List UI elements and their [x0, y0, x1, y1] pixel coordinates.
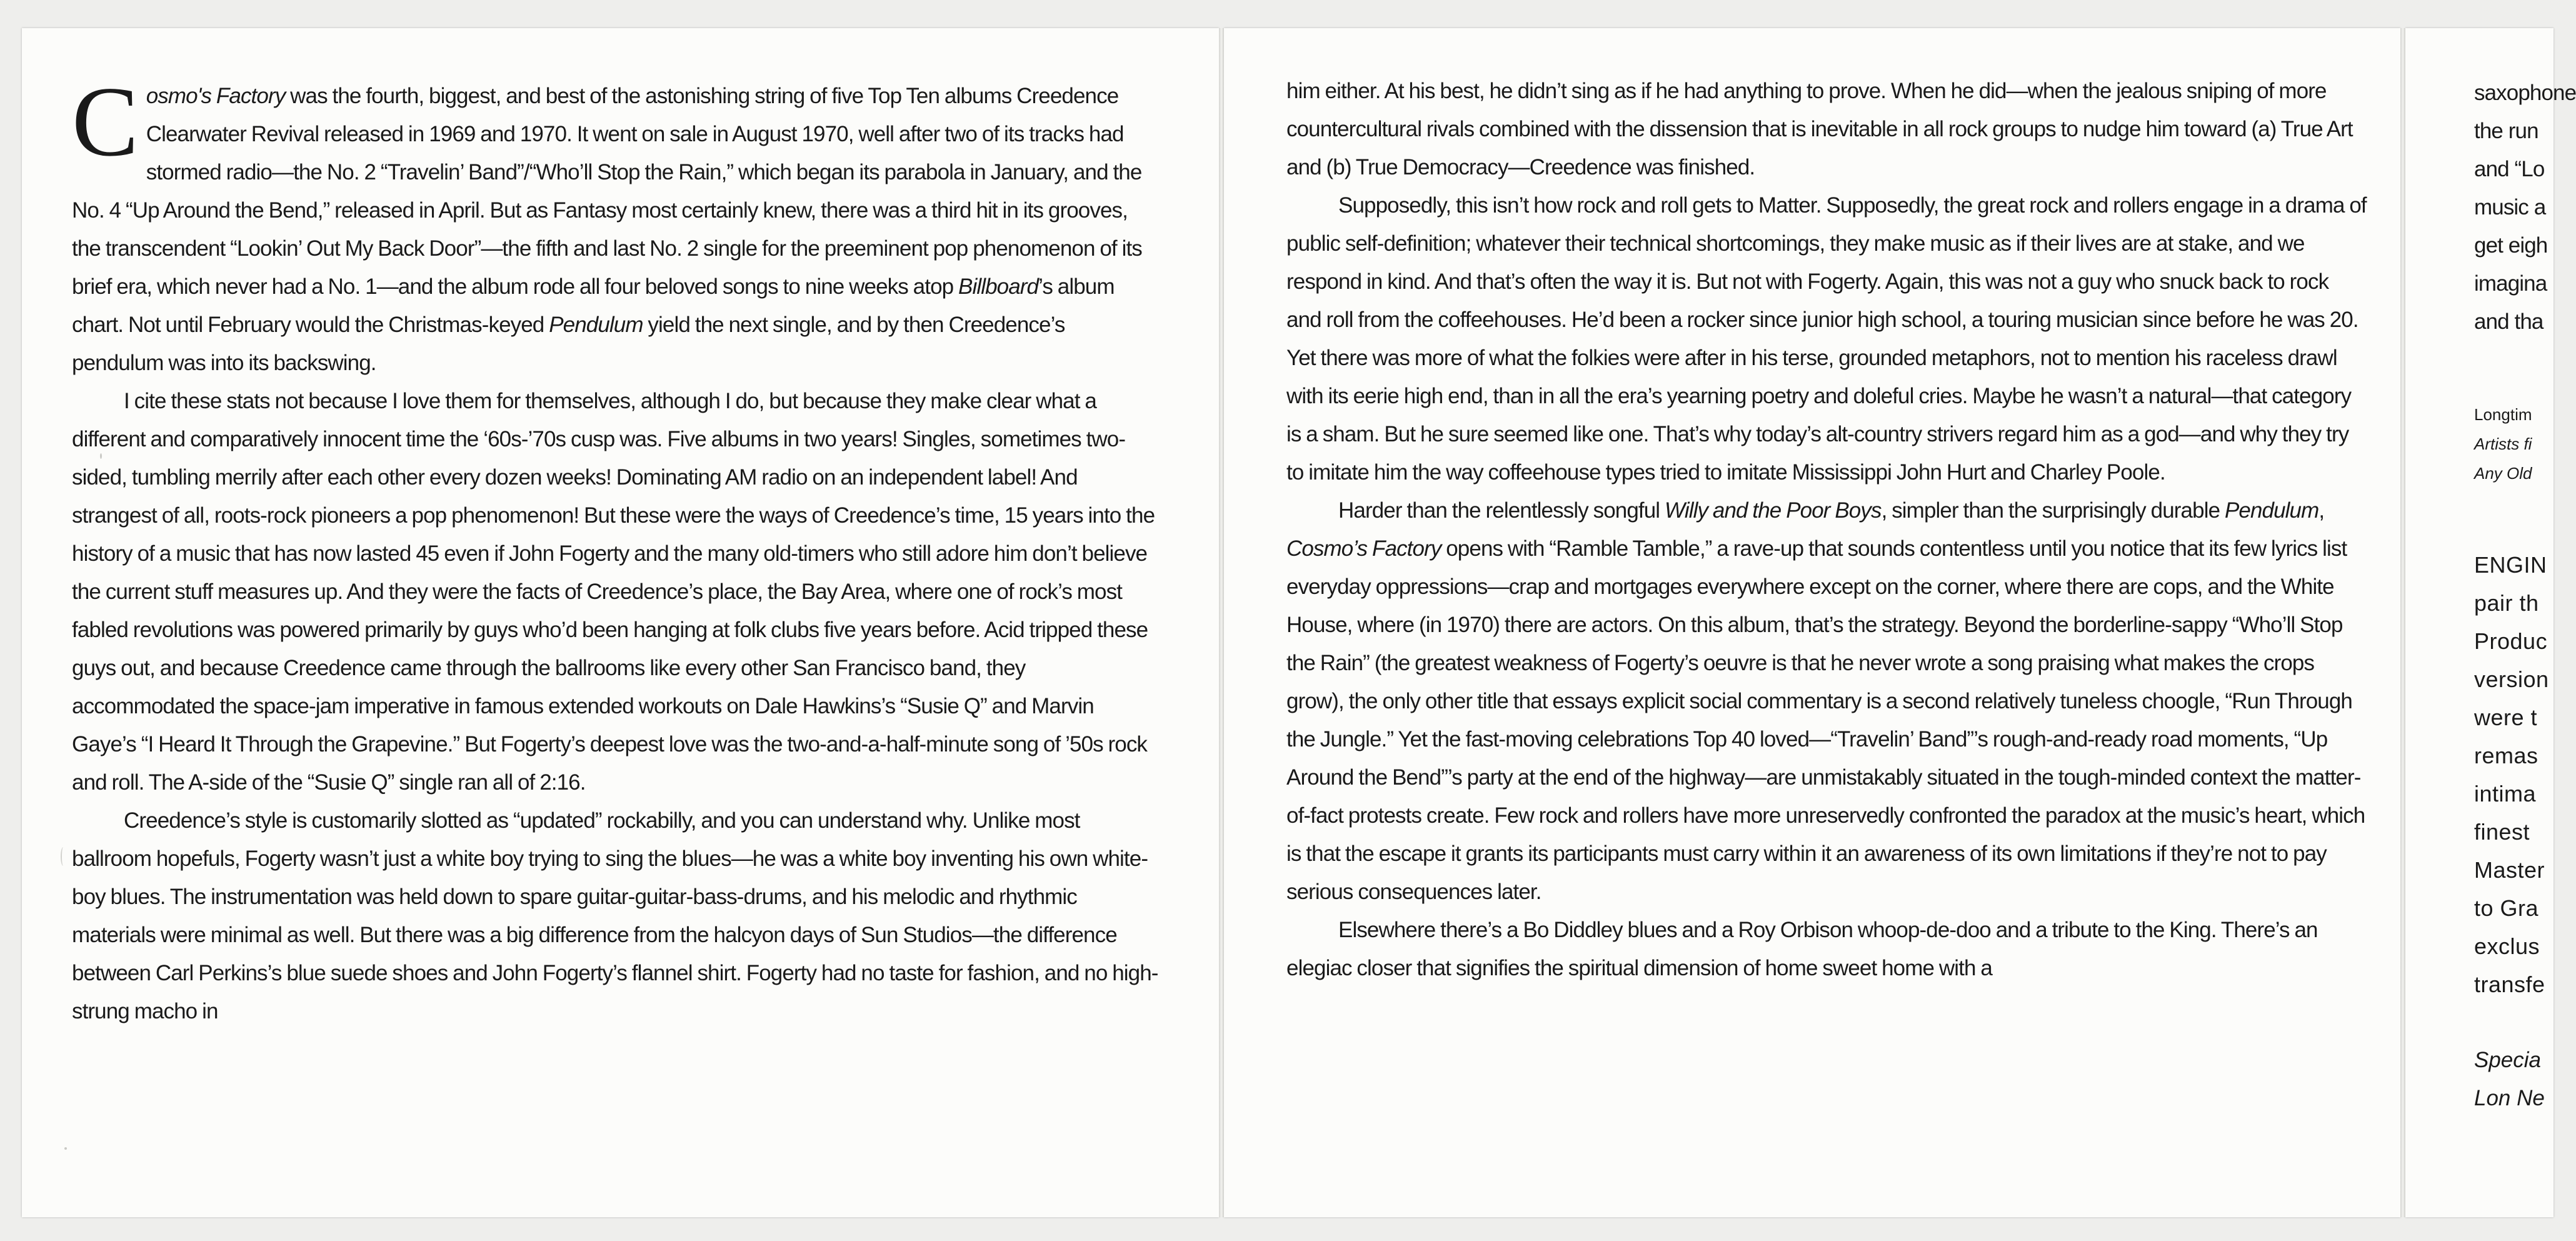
paragraph-1 — [72, 66, 1160, 382]
text-line: were t — [2474, 705, 2538, 730]
page-fold — [2400, 28, 2405, 1217]
text-line: exclus — [2474, 933, 2540, 959]
text-run: ’s album chart. Not until February would the Christmas-keyed — [72, 274, 1115, 337]
text-line: get eigh — [2474, 233, 2548, 258]
text-run: , simpler than the surprisingly durable — [1881, 498, 2225, 523]
paragraph-2 — [1286, 186, 2368, 491]
text-line: Lon Ne — [2474, 1086, 2545, 1110]
text-line: finest — [2474, 819, 2530, 845]
text-run: him either. At his best, he didn’t sing as if he had anything to prove. When he did—when the jealous sniping of more countercultural rivals combined with the dissension that is inevitable in all rock groups to nudge him toward (a) True Art and (b) True Democracy—Creedence was finished. — [1286, 79, 2353, 179]
text-run: , — [2318, 498, 2325, 523]
text-run: I cite these stats not because I love them for themselves, although I do, but because they make clear what a different and comparatively innocent time the ‘60s-’70s cusp was. Five albums in two years! Singles, sometimes two-sided, tumbling merrily after each other every dozen weeks! Dominating AM radio on an independent label! And strangest of all, roots-rock pioneers a pop phenomenon! But these were the ways of Creedence’s time, 15 years into the history of a music that has now lasted 45 even if John Fogerty and the many old-timers who still adore him don’t believe the current stuff measures up. And they were the facts of Creedence’s place, the Bay Area, where one of rock’s most fabled revolutions was powered primarily by guys who’d been hanging at folk clubs five years before. Acid tripped these guys out, and because Creedence came through the ballrooms like every other San Francisco band, they accommodated the space-jam imperative in famous extended workouts on Dale Hawkins’s “Susie Q” and Marvin Gaye’s “I Heard It Through the Grapevine.” But Fogerty’s deepest love was the two-and-a-half-minute song of ’50s rock and roll. The A-side of the “Susie Q” single ran all of 2:16. — [72, 389, 1155, 795]
italic-text-run: osmo's Factory — [146, 84, 286, 108]
drop-cap: C — [72, 66, 139, 177]
page-fold — [1219, 28, 1224, 1217]
italic-text-run: Pendulum — [2224, 498, 2319, 523]
text-run: yield the next single, and by then Creedence’s pendulum was into its backswing. — [72, 313, 1065, 375]
text-run: was the fourth, biggest, and best of the astonishing string of five Top Ten albums Creedence Clearwater Revival released in 1969 and 1970. It went on sale in August 1970, well after two of its tracks had stormed radio—the No. 2 “Travelin’ Band”/“Who’ll Stop the Rain,” which began its parabola in January, and the No. 4 “Up Around the Bend,” released in April. But as Fantasy most certainly knew, there was a third hit in its grooves, the transcendent “Lookin’ Out My Back Door”—the fifth and last No. 2 single for the preeminent pop phenomenon of its brief era, which never had a No. 1—and the album rode all four beloved songs to nine weeks atop — [72, 84, 1142, 299]
text-line: transfe — [2474, 972, 2545, 997]
right-body-text — [2474, 74, 2576, 341]
paragraph-1 — [1286, 72, 2368, 186]
text-line: to Gra — [2474, 895, 2539, 921]
text-line: music a — [2474, 195, 2546, 219]
text-line: Master — [2474, 857, 2545, 883]
text-line: saxophone — [2474, 81, 2576, 105]
text-run: Creedence’s style is customarily slotted as “updated” rockabilly, and you can understand why. Unlike most ballroom hopefuls, Fogerty wasn’t just a white boy trying to sing the blues—he was a white boy inventing his own white-boy blues. The instrumentation was held down to spare guitar-guitar-bass-drums, and his melodic and rhythmic materials were minimal as well. But there was a big difference from the halcyon days of Sun Studios—the difference between Carl Perkins’s blue suede shoes and John Fogerty’s flannel shirt. Fogerty had no taste for fashion, and no high-strung macho in — [72, 808, 1158, 1023]
text-line: Artists fi — [2474, 435, 2532, 453]
italic-text-run: Billboard — [958, 274, 1039, 299]
text-line: Produc — [2474, 628, 2548, 654]
engineering-notes — [2474, 546, 2553, 1003]
paragraph-3 — [1286, 491, 2368, 911]
text-line: and tha — [2474, 309, 2543, 334]
paragraph-4 — [1286, 911, 2368, 987]
paper-mark — [61, 847, 66, 866]
italic-text-run: Willy and the Poor Boys — [1665, 498, 1882, 523]
italic-text-run: Pendulum — [549, 313, 643, 337]
special-thanks — [2474, 1041, 2553, 1117]
paragraph-2 — [72, 382, 1160, 801]
text-run: Harder than the relentlessly songful — [1338, 498, 1665, 523]
text-line: imagina — [2474, 271, 2547, 296]
author-credit — [2474, 400, 2553, 488]
text-run: Supposedly, this isn’t how rock and roll gets to Matter. Supposedly, the great rock and rollers engage in a drama of public self-definition; whatever their technical shortcomings, they make music as if their lives are at stake, and we respond in kind. And that’s often the way it is. But not with Fogerty. Again, this was not a guy who snuck back to rock and roll from the coffeehouses. He’d been a rocker since junior high school, a touring musician since before he was 20. Yet there was more of what the folkies were after in his terse, grounded metaphors, not to mention his raceless drawl with its eerie high end, than in all the era’s yearning poetry and doleful cries. Maybe he wasn’t a natural—that category is a sham. But he sure seemed like one. That’s why today’s alt-country strivers regard him as a god—and why they try to imitate him the way coffeehouse types tried to imitate Mississippi John Hurt and Charley Poole. — [1286, 193, 2367, 485]
text-line: and “Lo — [2474, 157, 2545, 181]
text-line: Any Old — [2474, 464, 2532, 483]
text-line: version — [2474, 666, 2549, 692]
text-line: Longtim — [2474, 405, 2532, 424]
text-line: pair th — [2474, 590, 2539, 616]
text-line: the run — [2474, 119, 2538, 143]
middle-text-column — [1286, 72, 2368, 987]
text-line: remas — [2474, 743, 2538, 768]
text-line: Specia — [2474, 1048, 2542, 1072]
italic-text-run: Cosmo’s Factory — [1286, 536, 1441, 561]
text-run: opens with “Ramble Tamble,” a rave-up that sounds contentless until you notice that its few lyrics list everyday oppressions—crap and mortgages everywhere except on the corner, where there are cops, and the White House, where (in 1970) there are actors. On this album, that’s the strategy. Beyond the borderline-sappy “Who’ll Stop the Rain” (the greatest weakness of Fogerty’s oeuvre is that he never wrote a song praising what makes the crops grow), the only other title that essays explicit social commentary is a second relatively tuneless choogle, “Run Through the Jungle.” Yet the fast-moving celebrations Top 40 loved—“Travelin’ Band”’s rough-and-ready road moments, “Up Around the Bend”’s party at the end of the highway—are unmistakably situated in the tough-minded context the matter-of-fact protests create. Few rock and rollers have more unreservedly confronted the paradox at the music’s heart, which is that the escape it grants its participants must carry within it an awareness of its own limitations if they’re not to pay serious consequences later. — [1286, 536, 2365, 904]
left-text-column — [72, 66, 1160, 1030]
text-run: Elsewhere there’s a Bo Diddley blues and a Roy Orbison whoop-de-doo and a tribute to the King. There’s an elegiac closer that signifies the spiritual dimension of home sweet home with a — [1286, 918, 2318, 980]
paragraph-3 — [72, 801, 1160, 1030]
text-line: ENGIN — [2474, 552, 2547, 578]
text-line: intima — [2474, 781, 2537, 806]
paper-speck — [64, 1147, 67, 1150]
